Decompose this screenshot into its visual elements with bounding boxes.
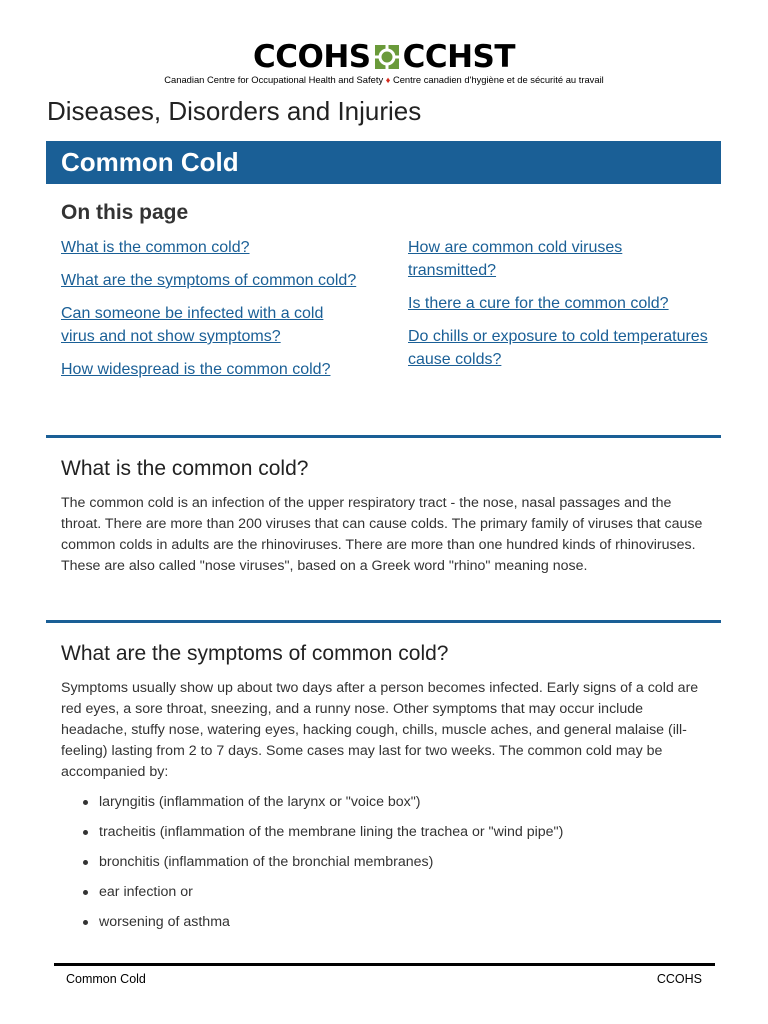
tagline-fr: Centre canadien d'hygiène et de sécurité au travail — [392, 74, 604, 85]
list-item: tracheitis (inflammation of the membrane lining the trachea or "wind pipe") — [61, 822, 563, 843]
section-divider — [46, 620, 721, 623]
toc-link-symptoms[interactable]: What are the symptoms of common cold? — [61, 272, 357, 289]
logo-tagline — [0, 74, 768, 85]
section-body-what-is: The common cold is an infection of the upper respiratory tract - the nose, nasal passages and the throat. There are more than 200 viruses that can cause colds. The primary family of viruses that cause common colds in adults are the rhinoviruses. There are more than one hundred kinds of rhinoviruses. These are also called "nose viruses", based on a Greek word "rhino" meaning nose. — [61, 495, 703, 574]
site-header — [0, 39, 768, 85]
logo-text-fr: CCHST — [402, 39, 516, 75]
toc-column-right — [408, 236, 708, 381]
logo[interactable] — [0, 39, 768, 75]
tagline-en: Canadian Centre for Occupational Health and Safety — [164, 74, 384, 85]
maple-leaf-icon: ♦ — [385, 75, 391, 85]
list-item: bronchitis (inflammation of the bronchial membranes) — [61, 852, 563, 873]
footer-doc-title: Common Cold — [66, 972, 146, 986]
footer-divider — [54, 963, 715, 966]
page-title-banner: Common Cold — [46, 141, 721, 184]
section-heading-symptoms: What are the symptoms of common cold? — [61, 642, 449, 665]
list-item: worsening of asthma — [61, 912, 563, 933]
symptom-list — [61, 792, 563, 942]
section-title: Diseases, Disorders and Injuries — [47, 96, 422, 126]
list-item: laryngitis (inflammation of the larynx or "voice box") — [61, 792, 563, 813]
list-item: ear infection or — [61, 882, 563, 903]
toc-link-transmitted[interactable]: How are common cold viruses transmitted? — [408, 239, 623, 279]
section-body-symptoms: Symptoms usually show up about two days after a person becomes infected. Early signs of a cold are red eyes, a sore throat, sneezing, and a runny nose. Other symptoms that may occur include headache, stuffy nose, watering eyes, hacking cough, chills, muscle aches, and general malaise (ill-feeling) lasting from 2 to 7 days. Some cases may last for two weeks. The common cold may be accompanied by: — [61, 680, 699, 780]
toc-link-cure[interactable]: Is there a cure for the common cold? — [408, 295, 669, 312]
toc-link-chills[interactable]: Do chills or exposure to cold temperatures cause colds? — [408, 328, 708, 368]
footer-org: CCOHS — [656, 972, 702, 986]
logo-text-en: CCOHS — [252, 39, 371, 75]
section-heading-what-is: What is the common cold? — [61, 457, 309, 480]
toc-column-left — [61, 236, 361, 391]
section-divider — [46, 435, 721, 438]
ccohs-emblem-icon — [372, 42, 402, 72]
toc-title: On this page — [61, 201, 189, 224]
toc-link-asymptomatic[interactable]: Can someone be infected with a cold virus and not show symptoms? — [61, 305, 324, 345]
toc-link-widespread[interactable]: How widespread is the common cold? — [61, 361, 331, 378]
toc-link-what-is[interactable]: What is the common cold? — [61, 239, 250, 256]
